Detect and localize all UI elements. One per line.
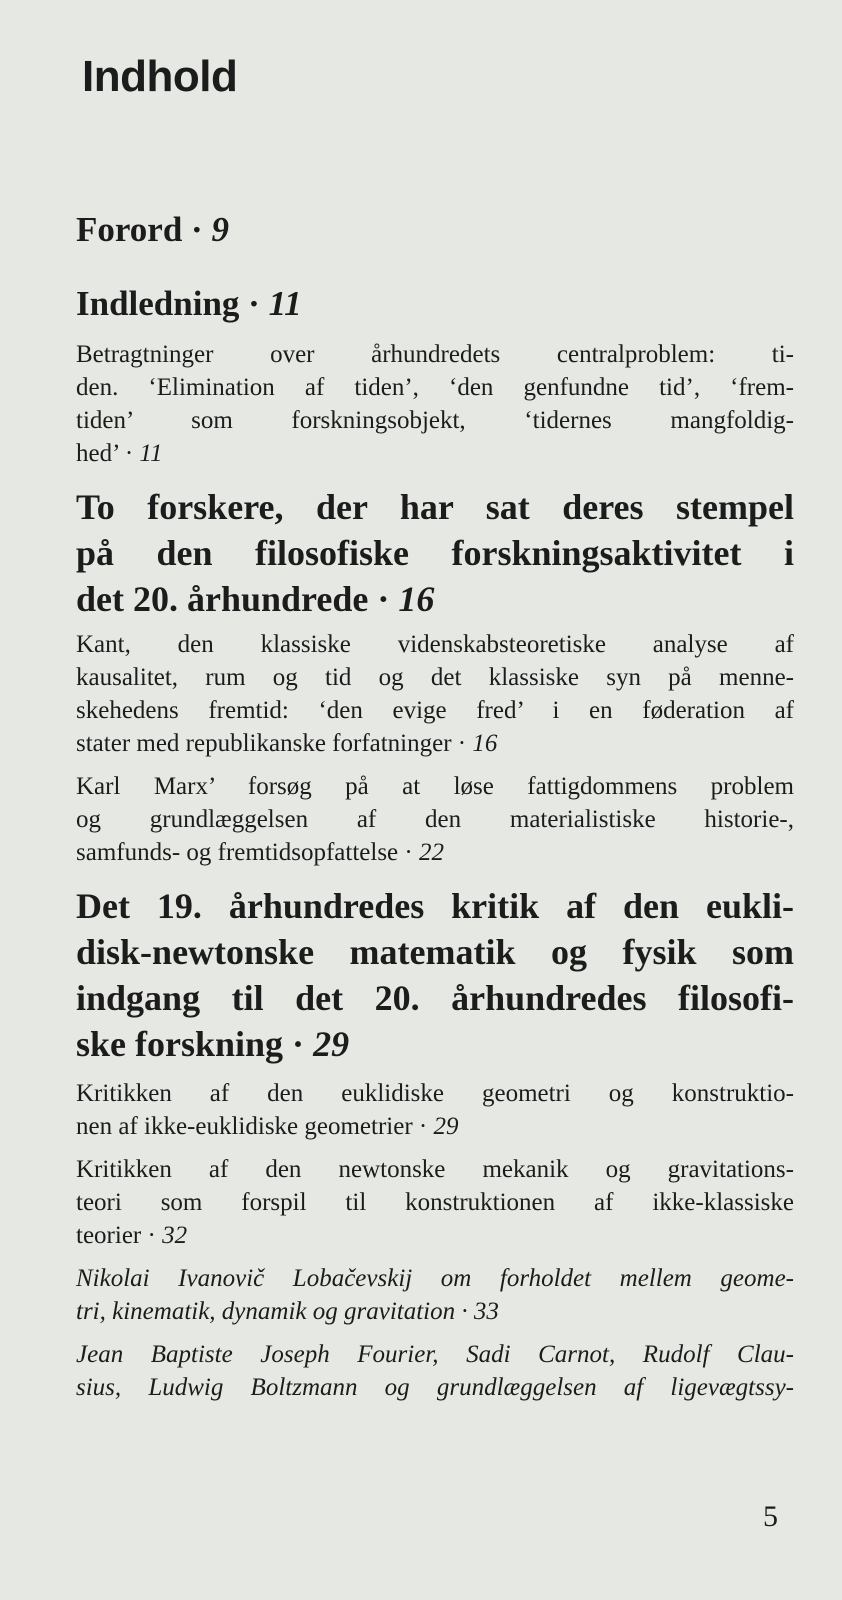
toc-line: Kant, den klassiske videnskabsteoretiske analyse af xyxy=(76,631,794,658)
toc-entry-fourier xyxy=(76,1338,794,1404)
toc-page-number: 11 xyxy=(139,440,163,467)
toc-heading-det-19 xyxy=(76,883,794,1067)
toc-line: indgang til det 20. århundredes filosofi- xyxy=(76,978,794,1018)
toc-line: To forskere, der har sat deres stempel xyxy=(76,487,794,527)
toc-line: tiden’ som forskningsobjekt, ‘tidernes mangfoldig- xyxy=(76,407,794,434)
toc-line-text: nen af ikke-euklidiske geometrier · xyxy=(76,1113,428,1140)
toc-line: skehedens fremtid: ‘den evige fred’ i en føderation af xyxy=(76,697,794,724)
toc-page-number: 11 xyxy=(268,284,302,323)
toc-line-text: samfunds- og fremtidsopfattelse · xyxy=(76,839,413,866)
toc-line-text: hed’ · xyxy=(76,440,134,467)
toc-page-number: 33 xyxy=(473,1298,499,1325)
toc-line: Kritikken af den euklidiske geometri og konstruktio- xyxy=(76,1080,794,1107)
toc-line xyxy=(76,1021,794,1067)
toc-entry-lobacevskij xyxy=(76,1262,794,1328)
toc-page-number: 16 xyxy=(472,730,498,757)
toc-line: og grundlæggelsen af den materialistiske historie-, xyxy=(76,806,794,833)
toc-line xyxy=(76,576,794,622)
toc-line: den. ‘Elimination af tiden’, ‘den genfundne tid’, ‘frem- xyxy=(76,374,794,401)
toc-page-number: 22 xyxy=(418,839,444,866)
toc-line: Det 19. århundredes kritik af den eukli- xyxy=(76,886,794,926)
toc-line xyxy=(76,1295,794,1328)
toc-entry-betragtninger xyxy=(76,338,794,470)
toc-line: Jean Baptiste Joseph Fourier, Sadi Carnot, Rudolf Clau- xyxy=(76,1341,794,1368)
toc-line: teori som forspil til konstruktionen af ikke-klassiske xyxy=(76,1189,794,1216)
toc-line xyxy=(76,1219,794,1252)
toc-entry-marx xyxy=(76,770,794,869)
toc-page-number: 16 xyxy=(398,579,435,619)
toc-entry-kant xyxy=(76,628,794,760)
toc-heading-indledning xyxy=(76,282,794,326)
page-title: Indhold xyxy=(82,52,238,101)
toc-heading-to-forskere xyxy=(76,484,794,622)
toc-heading-forord xyxy=(76,208,794,252)
toc-line-text: det 20. århundrede · xyxy=(76,579,390,619)
toc-line xyxy=(76,727,794,760)
toc-line-text: ske forskning · xyxy=(76,1024,305,1064)
toc-line: Betragtninger over århundredets centralproblem: ti- xyxy=(76,341,794,368)
toc-line xyxy=(76,437,794,470)
toc-line: disk-newtonske matematik og fysik som xyxy=(76,932,794,972)
page-number: 5 xyxy=(763,1500,778,1533)
toc-page-number: 29 xyxy=(313,1024,350,1064)
table-of-contents xyxy=(76,208,794,1404)
toc-line: sius, Ludwig Boltzmann og grundlæggelsen af ligevægtssy- xyxy=(76,1374,794,1401)
toc-line-text: teorier · xyxy=(76,1222,156,1249)
toc-line-text: tri, kinematik, dynamik og gravitation · xyxy=(76,1298,468,1325)
toc-page-number: 29 xyxy=(433,1113,459,1140)
toc-line-text: stater med republikanske forfatninger · xyxy=(76,730,467,757)
toc-heading-text: Indledning · xyxy=(76,284,260,323)
toc-line: kausalitet, rum og tid og det klassiske syn på menne- xyxy=(76,664,794,691)
toc-line: Karl Marx’ forsøg på at løse fattigdommens problem xyxy=(76,773,794,800)
toc-line: på den filosofiske forskningsaktivitet i xyxy=(76,533,794,573)
toc-entry-euklid xyxy=(76,1077,794,1143)
toc-line: Nikolai Ivanovič Lobačevskij om forholdet mellem geome- xyxy=(76,1265,794,1292)
toc-page-number: 9 xyxy=(211,210,229,249)
toc-line xyxy=(76,1110,794,1143)
toc-page-number: 32 xyxy=(162,1222,188,1249)
toc-line xyxy=(76,836,794,869)
toc-line: Kritikken af den newtonske mekanik og gravitations- xyxy=(76,1156,794,1183)
toc-entry-newton xyxy=(76,1153,794,1252)
toc-heading-text: Forord · xyxy=(76,210,203,249)
